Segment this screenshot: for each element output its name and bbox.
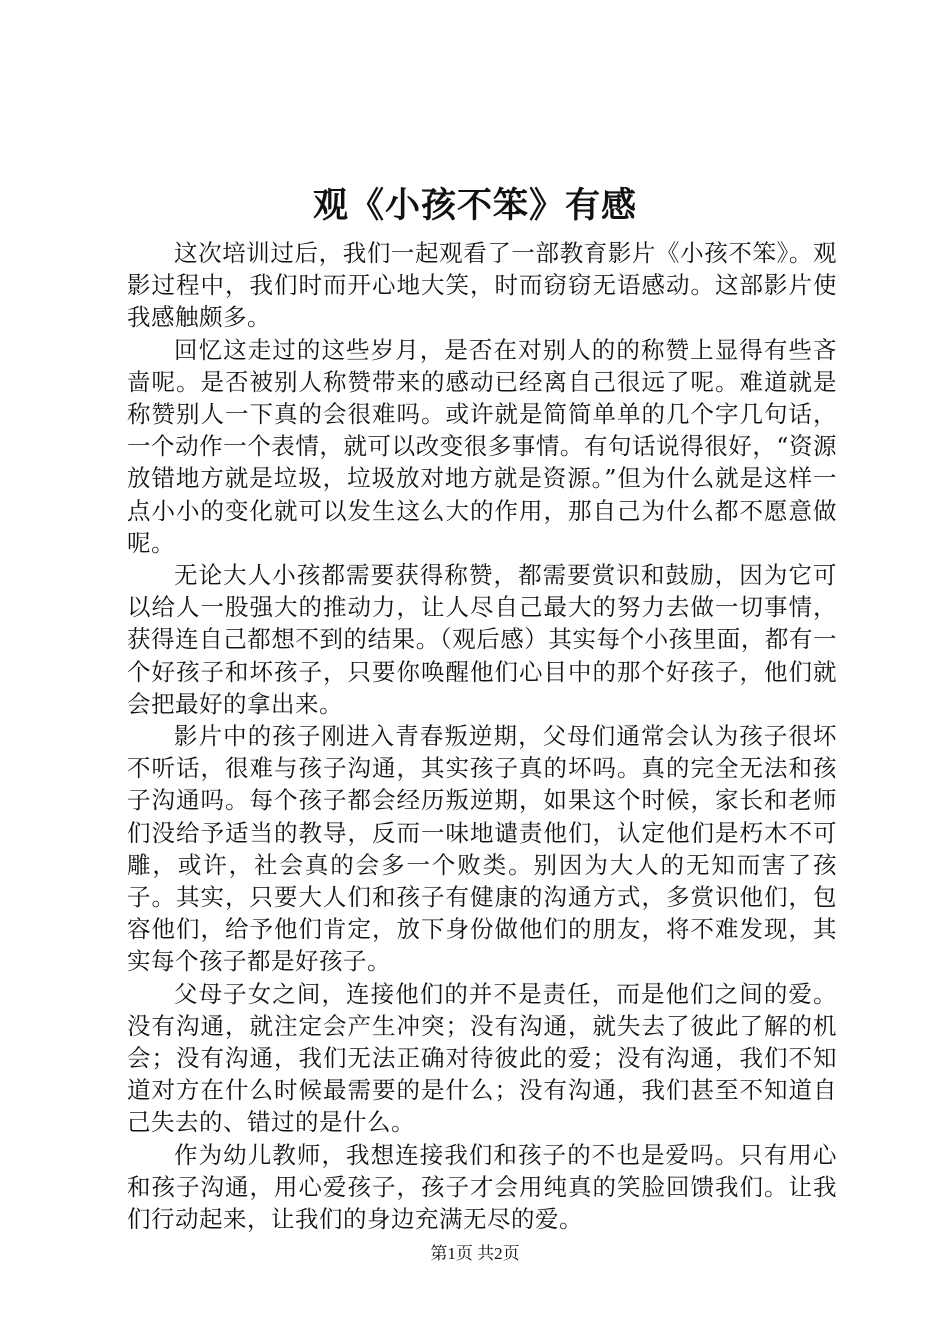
paragraph: 影片中的孩子刚进入青春叛逆期，父母们通常会认为孩子很坏不听话，很难与孩子沟通，其实孩子真的坏吗。真的完全无法和孩子沟通吗。每个孩子都会经历叛逆期，如果这个时候，家长和老师们没给予适当的教导，反而一味地谴责他们，认定他们是朽木不可雕，或许，社会真的会多一个败类。别因为大人的无知而害了孩子。其实，只要大人们和孩子有健康的沟通方式，多赏识他们，包容他们，给予他们肯定，放下身份做他们的朋友，将不难发现，其实每个孩子都是好孩子。	[127, 722, 837, 976]
paragraph: 无论大人小孩都需要获得称赞，都需要赏识和鼓励，因为它可以给人一股强大的推动力，让人尽自己最大的努力去做一切事情，获得连自己都想不到的结果。（观后感）其实每个小孩里面，都有一个好孩子和坏孩子，只要你唤醒他们心目中的那个好孩子，他们就会把最好的拿出来。	[127, 561, 837, 718]
paragraph: 作为幼儿教师，我想连接我们和孩子的不也是爱吗。只有用心和孩子沟通，用心爱孩子，孩子才会用纯真的笑脸回馈我们。让我们行动起来，让我们的身边充满无尽的爱。	[127, 1140, 837, 1234]
document-title: 观《小孩不笨》有感	[312, 185, 637, 226]
page-number-footer: 第1页 共2页	[430, 1244, 520, 1263]
paragraph: 这次培训过后，我们一起观看了一部教育影片《小孩不笨》。观影过程中，我们时而开心地大笑，时而窃窃无语感动。这部影片使我感触颇多。	[127, 239, 837, 332]
paragraph: 回忆这走过的这些岁月，是否在对别人的的称赞上显得有些吝啬呢。是否被别人称赞带来的感动已经离自己很远了呢。难道就是称赞别人一下真的会很难吗。或许就是简简单单的几个字几句话，一个动作一个表情，就可以改变很多事情。有句话说得很好，“资源放错地方就是垃圾，垃圾放对地方就是资源。”但为什么就是这样一点小小的变化就可以发生这么大的作用，那自己为什么都不愿意做呢。	[127, 335, 837, 557]
paragraph: 父母子女之间，连接他们的并不是责任，而是他们之间的爱。没有沟通，就注定会产生冲突；没有沟通，就失去了彼此了解的机会；没有沟通，我们无法正确对待彼此的爱；没有沟通，我们不知道对方在什么时候最需要的是什么；没有沟通，我们甚至不知道自己失去的、错过的是什么。	[127, 979, 837, 1137]
document-body	[127, 237, 837, 1235]
